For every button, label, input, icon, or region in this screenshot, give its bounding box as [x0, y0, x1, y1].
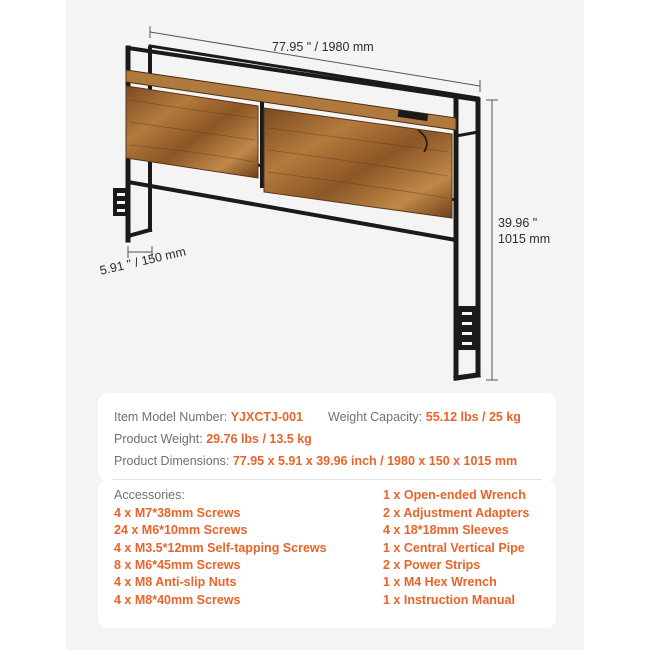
accessory-item: 1 x M4 Hex Wrench	[383, 575, 497, 589]
capacity-row	[328, 409, 521, 425]
accessory-item: 4 x 18*18mm Sleeves	[383, 523, 509, 537]
accessory-item: 4 x M7*38mm Screws	[114, 506, 241, 520]
accessory-item: 2 x Adjustment Adapters	[383, 506, 530, 520]
accessory-item: 1 x Instruction Manual	[383, 593, 515, 607]
dimensions-row	[114, 453, 517, 469]
weight-value: 29.76 lbs / 13.5 kg	[206, 432, 312, 446]
weight-label: Product Weight:	[114, 432, 203, 446]
capacity-label: Weight Capacity:	[328, 410, 423, 424]
weight-row	[114, 431, 312, 447]
height-mm-label: 1015 mm	[498, 232, 551, 246]
accessory-item: 2 x Power Strips	[383, 558, 481, 572]
height-dimension-line	[486, 100, 498, 380]
capacity-value: 55.12 lbs / 25 kg	[425, 410, 521, 424]
accessory-item: 8 x M6*45mm Screws	[114, 558, 241, 572]
accessory-item: 1 x Central Vertical Pipe	[383, 541, 525, 555]
accessory-item: 24 x M6*10mm Screws	[114, 523, 248, 537]
accessories-heading: Accessories:	[114, 488, 185, 502]
width-label: 77.95 " / 1980 mm	[272, 40, 374, 54]
height-inch-label: 39.96 "	[498, 216, 538, 230]
accessory-item: 1 x Open-ended Wrench	[383, 488, 526, 502]
mounting-bracket-right	[458, 306, 476, 350]
model-value: YJXCTJ-001	[230, 410, 303, 424]
mounting-bracket-left	[113, 188, 127, 216]
accessory-item: 4 x M8*40mm Screws	[114, 593, 241, 607]
wood-panel-left	[126, 86, 258, 178]
model-row	[114, 409, 303, 425]
accessory-item: 4 x M3.5*12mm Self-tapping Screws	[114, 541, 327, 555]
accessory-item: 4 x M8 Anti-slip Nuts	[114, 575, 237, 589]
model-label: Item Model Number:	[114, 410, 228, 424]
dimensions-label: Product Dimensions:	[114, 454, 230, 468]
dimensions-value: 77.95 x 5.91 x 39.96 inch / 1980 x 150 x 1015 mm	[232, 454, 518, 468]
depth-label: 5.91 " / 150 mm	[98, 244, 188, 278]
